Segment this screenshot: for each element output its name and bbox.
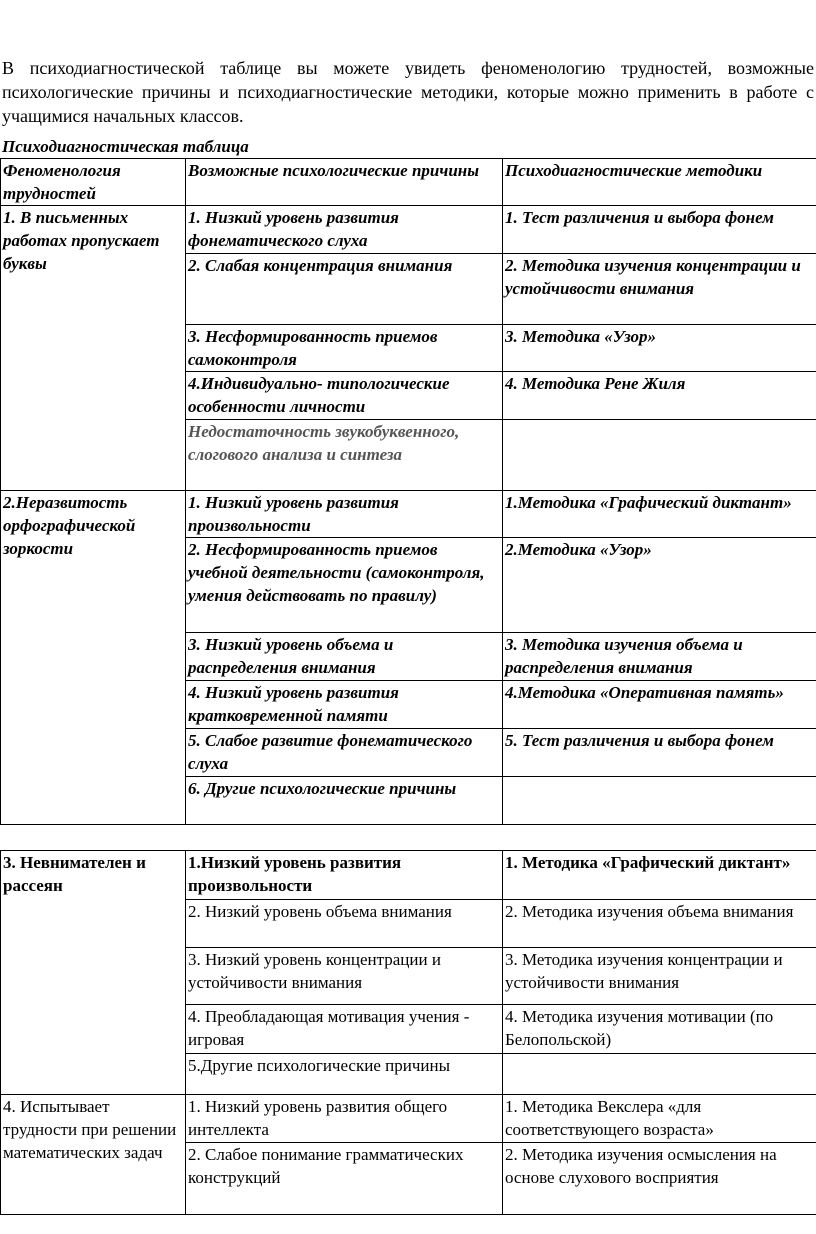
cause-cell: 2. Низкий уровень объема внимания — [186, 900, 503, 948]
method-cell — [503, 1054, 816, 1095]
header-causes: Возможные психологические причины — [186, 159, 503, 206]
method-cell: 2. Методика изучения концентрации и устойчивости внимания — [503, 254, 816, 325]
cause-cell: 6. Другие психологические причины — [186, 777, 503, 825]
method-cell: 5. Тест различения и выбора фонем — [503, 729, 816, 777]
cause-cell: 2. Несформированность приемов учебной деятельности (самоконтроля, умения действовать по правилу) — [186, 538, 503, 633]
method-cell: 3. Методика изучения концентрации и устойчивости внимания — [503, 948, 816, 1005]
cause-cell: 2. Слабое понимание грамматических конструкций — [186, 1143, 503, 1215]
cause-cell: Недостаточность звукобуквенного, слогового анализа и синтеза — [186, 420, 503, 491]
cause-cell: 4. Преобладающая мотивация учения - игровая — [186, 1005, 503, 1054]
method-cell: 1. Тест различения и выбора фонем — [503, 206, 816, 254]
cause-cell: 1. Низкий уровень развития произвольности — [186, 491, 503, 538]
table-row — [1, 1095, 816, 1143]
method-cell: 2.Методика «Узор» — [503, 538, 816, 633]
phenomenon-cell: 2.Неразвитость орфографической зоркости — [1, 491, 186, 825]
cause-cell: 3. Низкий уровень объема и распределения внимания — [186, 633, 503, 681]
intro-paragraph: В психодиагностической таблице вы можете увидеть феноменологию трудностей, возможные психологические причины и психодиагностические методики, которые можно применить в работе с учащимися начальных классов. — [2, 58, 814, 126]
method-cell: 3. Методика «Узор» — [503, 325, 816, 372]
method-cell: 3. Методика изучения объема и распределения внимания — [503, 633, 816, 681]
table-row — [1, 851, 816, 900]
header-phenomenology: Феноменология трудностей — [1, 159, 186, 206]
cause-cell: 1. Низкий уровень развития общего интеллекта — [186, 1095, 503, 1143]
method-cell: 4. Методика изучения мотивации (по Белопольской) — [503, 1005, 816, 1054]
method-cell — [503, 420, 816, 491]
method-cell: 2. Методика изучения объема внимания — [503, 900, 816, 948]
phenomenon-cell: 4. Испытывает трудности при решении математических задач — [1, 1095, 186, 1215]
method-cell: 1.Методика «Графический диктант» — [503, 491, 816, 538]
diagnostic-table-part2 — [0, 850, 816, 1215]
method-cell: 1. Методика «Графический диктант» — [503, 851, 816, 900]
method-cell: 1. Методика Векслера «для соответствующего возраста» — [503, 1095, 816, 1143]
table-row — [1, 206, 816, 254]
cause-cell: 2. Слабая концентрация внимания — [186, 254, 503, 325]
method-cell: 4.Методика «Оперативная память» — [503, 681, 816, 729]
header-methods: Психодиагностические методики — [503, 159, 816, 206]
cause-cell: 1. Низкий уровень развития фонематического слуха — [186, 206, 503, 254]
cause-cell: 1.Низкий уровень развития произвольности — [186, 851, 503, 900]
cause-cell: 3. Низкий уровень концентрации и устойчивости внимания — [186, 948, 503, 1005]
cause-cell: 3. Несформированность приемов самоконтроля — [186, 325, 503, 372]
phenomenon-cell: 1. В письменных работах пропускает буквы — [1, 206, 186, 491]
cause-cell: 4.Индивидуально- типологические особенности личности — [186, 372, 503, 420]
cause-cell: 4. Низкий уровень развития кратковременной памяти — [186, 681, 503, 729]
cause-cell: 5. Слабое развитие фонематического слуха — [186, 729, 503, 777]
diagnostic-table-part1 — [0, 158, 816, 825]
table-row — [1, 491, 816, 538]
method-cell — [503, 777, 816, 825]
cause-cell: 5.Другие психологические причины — [186, 1054, 503, 1095]
phenomenon-cell: 3. Невнимателен и рассеян — [1, 851, 186, 1095]
table-caption: Психодиагностическая таблица — [2, 137, 249, 156]
table-header-row — [1, 159, 816, 206]
method-cell: 2. Методика изучения осмысления на основе слухового восприятия — [503, 1143, 816, 1215]
method-cell: 4. Методика Рене Жиля — [503, 372, 816, 420]
